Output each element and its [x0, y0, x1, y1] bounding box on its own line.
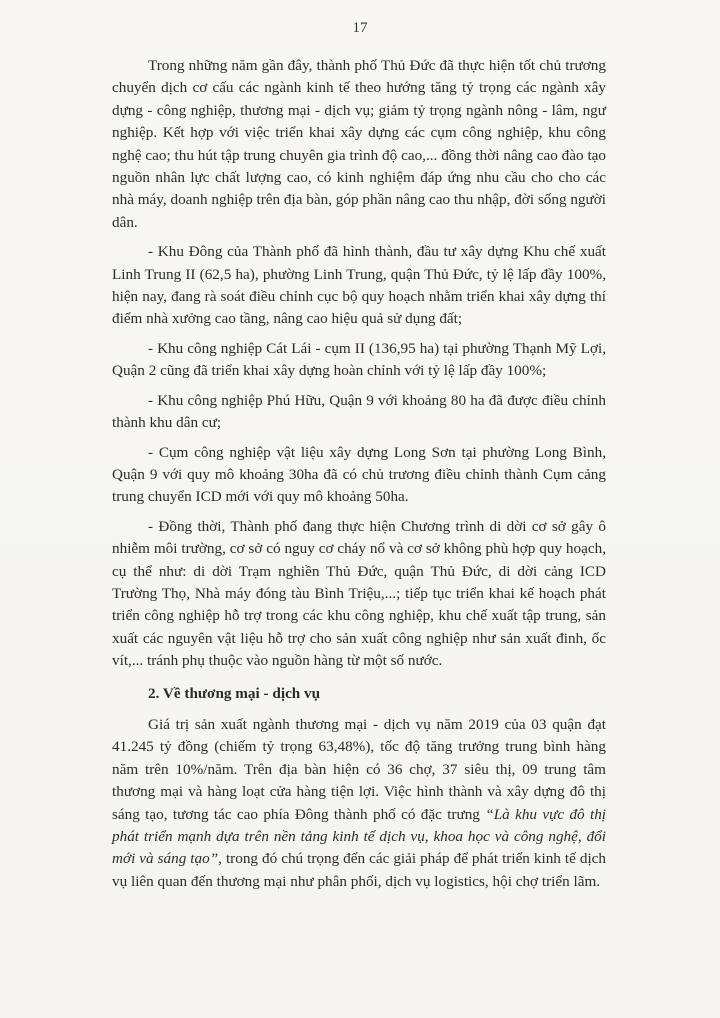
page-number: 17: [352, 20, 368, 36]
section-heading: 2. Về thương mại - dịch vụ: [148, 684, 321, 702]
paragraph-intro: Trong những năm gần đây, thành phố Thủ Đức đã thực hiện tốt chủ trương chuyển dịch cơ cấu các ngành kinh tế theo hướng tăng tỷ trọng các ngành xây dựng - công nghiệp, thương mại - dịch vụ; giảm tỷ trọng ngành nông - lâm, ngư nghiệp. Kết hợp với việc triển khai xây dựng các cụm công nghiệp, khu công nghệ cao; thu hút tập trung chuyên gia trình độ cao,... đồng thời nâng cao đào tạo nguồn nhân lực chất lượng cao, có kinh nghiệm đáp ứng nhu cầu cho cho các nhà máy, doanh nghiệp trên địa bàn, góp phần nâng cao thu nhập, đời sống người dân.: [112, 57, 607, 231]
paragraph-trade-services: [112, 714, 606, 893]
trade-services-text: Giá trị sản xuất ngành thương mại - dịch vụ năm 2019 của 03 quận đạt 41.245 tỷ đồng (chiếm tỷ trọng 63,48%), tốc độ tăng trưởng trung bình hàng năm trên 10%/năm. Trên địa bàn hiện có 36 chợ, 37 siêu thị, 09 trung tâm thương mại và hàng loạt cửa hàng tiện lợi. Việc hình thành và xây dựng đô thị sáng tạo, tương tác cao phía Đông thành phố có đặc trưng: [112, 715, 606, 823]
paragraph-linh-trung: - Khu Đông của Thành phố đã hình thành, đầu tư xây dựng Khu chế xuất Linh Trung II (62,5 ha), phường Linh Trung, quận Thủ Đức, tỷ lệ lấp đầy 100%, hiện nay, đang rà soát điều chỉnh cục bộ quy hoạch nhằm triển khai xây dựng thí điểm nhà xưởng cao tầng, nâng cao hiệu quả sử dụng đất;: [112, 243, 606, 328]
paragraph-cat-lai: - Khu công nghiệp Cát Lái - cụm II (136,95 ha) tại phường Thạnh Mỹ Lợi, Quận 2 cũng đã triển khai xây dựng hoàn chỉnh với tỷ lệ lấp đầy 100%;: [112, 339, 606, 380]
paragraph-long-son: - Cụm công nghiệp vật liệu xây dựng Long Sơn tại phường Long Bình, Quận 9 với quy mô khoảng 30ha đã có chủ trương điều chỉnh thành Cụm cảng trung chuyển ICD mới với quy mô khoảng 50ha.: [112, 443, 606, 506]
trade-services-text-end: , trong đó chú trọng đến các giải pháp để phát triển kinh tế dịch vụ liên quan đến thương mại như phân phối, dịch vụ logistics, hội chợ triển lãm.: [112, 850, 606, 890]
paragraph-phu-huu: - Khu công nghiệp Phú Hữu, Quận 9 với khoảng 80 ha đã được điều chỉnh thành khu dân cư;: [112, 391, 606, 432]
paragraph-relocation: - Đồng thời, Thành phố đang thực hiện Chương trình di dời cơ sở gây ô nhiễm môi trường, cơ sở có nguy cơ cháy nổ và cơ sở không phù hợp quy hoạch, cụ thể như: di dời Trạm nghiền Thủ Đức, quận Thủ Đức, di dời cảng ICD Trường Thọ, Nhà máy đóng tàu Bình Triệu,...; tiếp tục triển khai kế hoạch phát triển công nghiệp hỗ trợ trong các khu công nghiệp, khu chế xuất tập trung, sản xuất các nguyên vật liệu hỗ trợ cho sản xuất công nghiệp như sản xuất đinh, ốc vít,... tránh phụ thuộc vào nguồn hàng từ một số nước.: [112, 517, 606, 670]
trade-services-quote: “Là khu vực đô thị phát triển mạnh dựa trên nền tảng kinh tế dịch vụ, khoa học và công nghệ, đổi mới và sáng tạo”: [112, 805, 607, 868]
document-body: [112, 55, 606, 900]
